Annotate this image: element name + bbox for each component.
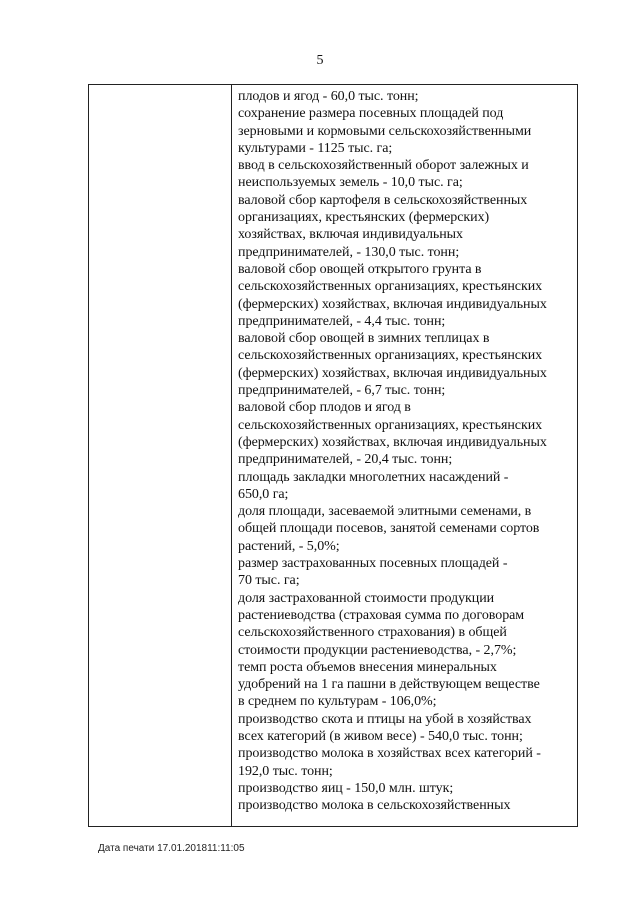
document-table	[88, 84, 578, 827]
page-number: 5	[316, 53, 324, 68]
text-line: валовой сбор картофеля в сельскохозяйственных	[238, 192, 528, 208]
text-line: растениеводства (страховая сумма по договорам	[238, 607, 525, 623]
text-line: предпринимателей, - 6,7 тыс. тонн;	[238, 383, 446, 399]
text-line: доля площади, засеваемой элитными семенами, в	[238, 504, 532, 520]
text-line: плодов и ягод - 60,0 тыс. тонн;	[238, 89, 419, 104]
text-line: предпринимателей, - 20,4 тыс. тонн;	[238, 452, 453, 468]
text-line: предпринимателей, - 4,4 тыс. тонн;	[238, 313, 446, 329]
text-line: производство яиц - 150,0 млн. штук;	[238, 780, 454, 796]
text-line: площадь закладки многолетних насаждений -	[238, 469, 509, 485]
text-line: производство молока в сельскохозяйственных	[238, 798, 511, 814]
text-line: сохранение размера посевных площадей под	[238, 106, 504, 122]
text-line: (фермерских) хозяйствах, включая индивидуальных	[238, 296, 547, 312]
text-line: 192,0 тыс. тонн;	[238, 763, 333, 779]
text-line: валовой сбор овощей в зимних теплицах в	[238, 331, 490, 347]
text-line: валовой сбор плодов и ягод в	[238, 400, 411, 416]
text-line: 70 тыс. га;	[238, 573, 300, 589]
text-line: зерновыми и кормовыми сельскохозяйственными	[238, 123, 532, 139]
text-line: общей площади посевов, занятой семенами сортов	[238, 521, 540, 537]
text-line: сельскохозяйственного страхования) в общей	[238, 625, 507, 641]
text-line: организациях, крестьянских (фермерских)	[238, 210, 490, 226]
text-line: удобрений на 1 га пашни в действующем веществе	[238, 677, 540, 693]
text-line: (фермерских) хозяйствах, включая индивидуальных	[238, 365, 547, 381]
text-line: производство молока в хозяйствах всех категорий -	[238, 746, 541, 762]
text-line: хозяйствах, включая индивидуальных	[238, 227, 463, 243]
text-line: всех категорий (в живом весе) - 540,0 тыс. тонн;	[238, 728, 523, 744]
text-line: неиспользуемых земель - 10,0 тыс. га;	[238, 175, 463, 191]
table-left-cell	[89, 85, 232, 826]
text-line: размер застрахованных посевных площадей -	[238, 556, 508, 572]
text-line: сельскохозяйственных организациях, крестьянских	[238, 348, 543, 364]
text-line: культурами - 1125 тыс. га;	[238, 140, 393, 156]
text-line: предпринимателей, - 130,0 тыс. тонн;	[238, 244, 460, 260]
text-line: 650,0 га;	[238, 486, 289, 502]
text-line: темп роста объемов внесения минеральных	[238, 659, 497, 675]
text-line: производство скота и птицы на убой в хозяйствах	[238, 711, 532, 727]
text-line: (фермерских) хозяйствах, включая индивидуальных	[238, 434, 547, 450]
print-date-footer: Дата печати 17.01.201811:11:05	[98, 843, 245, 854]
table-right-cell	[238, 88, 578, 814]
text-line: в среднем по культурам - 106,0%;	[238, 694, 437, 710]
text-line: ввод в сельскохозяйственный оборот залежных и	[238, 158, 529, 174]
text-line: валовой сбор овощей открытого грунта в	[238, 261, 482, 277]
text-line: сельскохозяйственных организациях, крестьянских	[238, 279, 543, 295]
text-line: сельскохозяйственных организациях, крестьянских	[238, 417, 543, 433]
text-line: стоимости продукции растениеводства, - 2,7%;	[238, 642, 517, 658]
text-line: растений, - 5,0%;	[238, 538, 340, 554]
text-line: доля застрахованной стоимости продукции	[238, 590, 495, 606]
